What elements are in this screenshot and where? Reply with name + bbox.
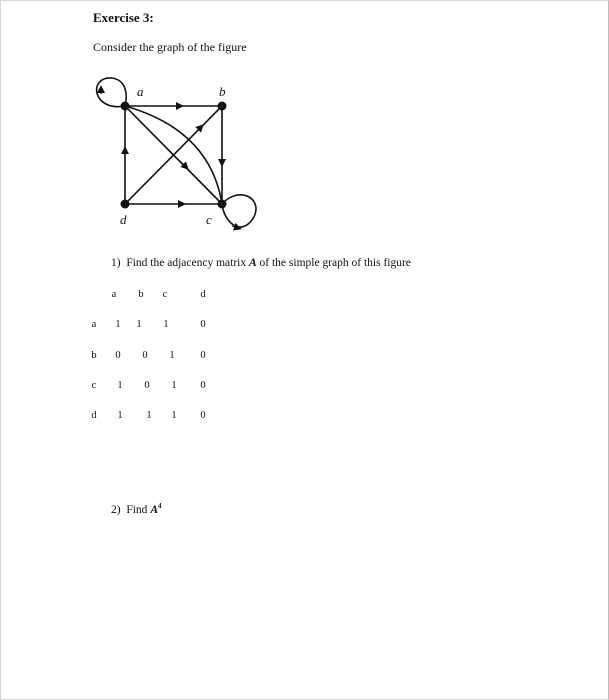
matrix-cell: 1 [117,380,123,391]
matrix-cell: 1 [171,380,177,391]
matrix-col-header-d: d [200,289,206,300]
question-2-text: Find [126,503,148,516]
question-1-number: 1) [111,257,121,269]
vertex-c [218,200,227,209]
matrix-cell: 0 [200,380,206,391]
matrix-cell: 1 [171,410,177,421]
matrix-cell: 0 [144,380,150,391]
matrix-cell: 0 [200,350,206,361]
question-1-text-after: of the simple graph of this figure [259,257,411,269]
matrix-cell: 1 [115,319,121,330]
matrix-cell: 0 [200,319,206,330]
question-2-number: 2) [111,503,121,516]
vertex-label-c: c [206,212,212,227]
matrix-row-header-c: c [91,380,97,391]
vertex-label-d: d [120,212,127,227]
matrix-cell: 1 [146,410,152,421]
matrix-cell: 1 [136,319,142,330]
matrix-cell: 1 [169,350,175,361]
question-1-text: Find the adjacency matrix [126,257,247,269]
question-2 [111,502,161,516]
arrow-a-c [180,161,186,167]
matrix-col-header-a: a [111,289,117,300]
vertex-d [121,200,130,209]
exercise-title: Exercise 3: [93,10,154,25]
matrix-col-header-b: b [138,289,144,300]
matrix-col-header-c: c [162,289,168,300]
arrow-d-b [194,127,201,134]
vertex-label-b: b [219,84,226,99]
vertex-b [218,102,227,111]
question-1 [111,257,411,269]
question-2-symbol: A [150,503,158,516]
matrix-row-header-d: d [91,410,97,421]
vertex-a [121,102,130,111]
loop-c [222,195,256,227]
question-1-symbol: A [248,257,257,269]
matrix-cell: 1 [163,319,169,330]
matrix-cell: 0 [115,350,121,361]
directed-graph-figure [90,72,270,232]
intro-text: Consider the graph of the figure [93,40,247,54]
matrix-cell: 1 [117,410,123,421]
matrix-row-header-b: b [91,350,97,361]
matrix-row-header-a: a [91,319,97,330]
matrix-cell: 0 [200,410,206,421]
matrix-cell: 0 [142,350,148,361]
question-2-exponent: 4 [157,502,162,510]
vertex-label-a: a [137,84,144,99]
